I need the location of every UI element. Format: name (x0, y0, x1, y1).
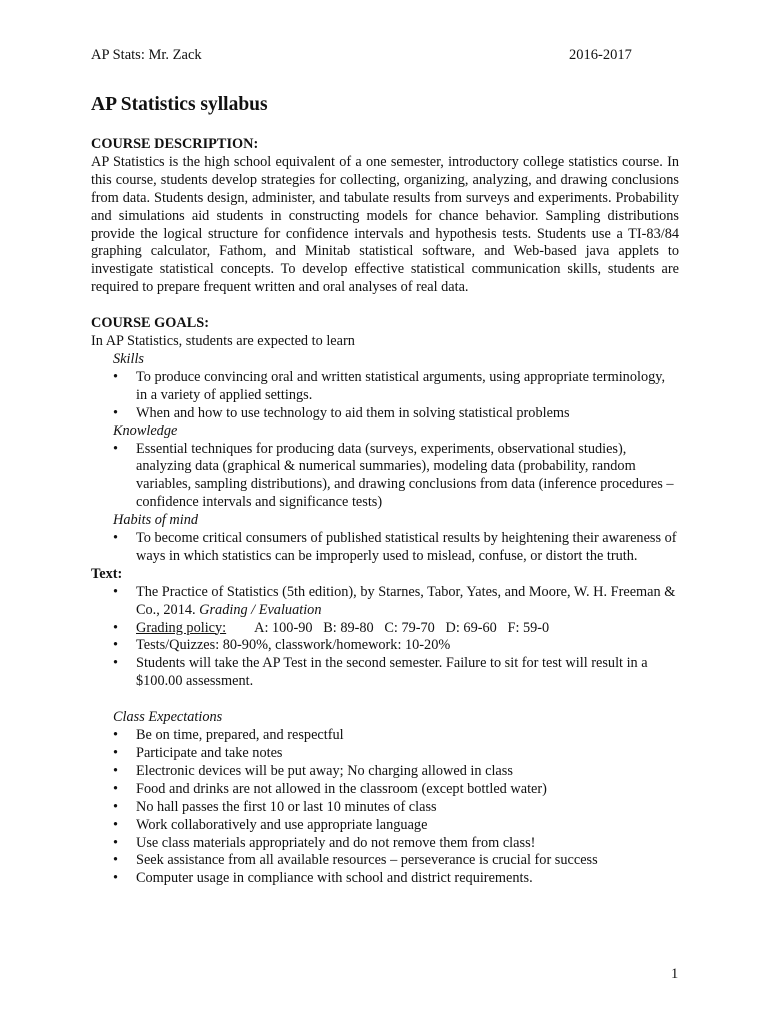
course-goals-heading: COURSE GOALS: (91, 315, 209, 332)
header-year: 2016-2017 (569, 47, 632, 63)
list-item (91, 620, 679, 638)
ap-test-policy: Students will take the AP Test in the second semester. Failure to sit for test will result in a $100.00 assessment. (136, 655, 648, 690)
bullet-icon: • (113, 870, 119, 887)
textbook-citation: The Practice of Statistics (5th edition), by Starnes, Tabor, Yates, and Moore, W. H. Freeman & Co., 2014. (136, 583, 676, 618)
bullet-icon: • (113, 852, 119, 869)
text-heading: Text: (91, 565, 123, 582)
page-title: AP Statistics syllabus (91, 94, 268, 115)
bullet-icon: • (113, 780, 119, 797)
knowledge-list (91, 441, 679, 513)
list-item: • To produce convincing oral and written statistical arguments, using appropriate terminology, in a variety of applied settings. (113, 368, 666, 403)
habits-list (91, 530, 679, 566)
grading-policy-label: Grading policy: (136, 619, 227, 636)
habits-label: Habits of mind (113, 512, 198, 529)
grade-weights: Tests/Quizzes: 80-90%, classwork/homework: 10-20% (136, 637, 451, 654)
list-item: • No hall passes the first 10 or last 10 minutes of class (113, 798, 437, 815)
list-item: • When and how to use technology to aid them in solving statistical problems (113, 404, 570, 421)
list-item (91, 655, 679, 691)
list-item: • Computer usage in compliance with school and district requirements. (113, 870, 533, 887)
page-number: 1 (671, 966, 679, 982)
bullet-icon: • (113, 834, 119, 851)
skills-list (91, 369, 679, 423)
bullet-icon: • (113, 798, 119, 815)
list-item: • Essential techniques for producing data (surveys, experiments, observational studies), analyzing data (graphical & numerical summaries), modeling data (probability, random variables, sampling distributions), and drawing conclusions from data (inference procedures – confidence intervals and significance tests) (113, 440, 674, 511)
list-item (91, 637, 679, 655)
bullet-icon: • (113, 637, 119, 654)
bullet-icon: • (113, 619, 119, 636)
course-description-heading: COURSE DESCRIPTION: (91, 136, 259, 152)
bullet-icon: • (113, 816, 119, 833)
header-course: AP Stats: Mr. Zack (91, 47, 202, 63)
syllabus-body (91, 136, 679, 888)
list-item: • Use class materials appropriately and do not remove them from class! (113, 834, 536, 851)
list-item: • Work collaboratively and use appropriate language (113, 816, 428, 833)
bullet-icon: • (113, 762, 119, 779)
course-goals-intro: In AP Statistics, students are expected to learn (91, 333, 355, 350)
class-expectations-list (91, 727, 679, 888)
list-item (91, 584, 679, 620)
list-item: • Be on time, prepared, and respectful (113, 727, 344, 744)
knowledge-label: Knowledge (113, 422, 178, 439)
bullet-icon: • (113, 404, 119, 421)
bullet-icon: • (113, 440, 119, 457)
list-item: • Food and drinks are not allowed in the classroom (except bottled water) (113, 780, 547, 797)
list-item: • To become critical consumers of published statistical results by heightening their awareness of ways in which statistics can be improperly used to mislead, confuse, or distort the truth. (113, 530, 677, 564)
bullet-icon: • (113, 727, 119, 744)
bullet-icon: • (113, 745, 119, 761)
class-expectations-label: Class Expectations (113, 709, 223, 726)
skills-label: Skills (113, 350, 144, 367)
list-item: • Electronic devices will be put away; No charging allowed in class (113, 762, 513, 779)
list-item: • Seek assistance from all available resources – perseverance is crucial for success (113, 852, 598, 869)
bullet-icon: • (113, 655, 119, 672)
bullet-icon: • (113, 530, 119, 547)
grading-evaluation-label: Grading / Evaluation (199, 601, 322, 618)
course-description-text: AP Statistics is the high school equivalent of a one semester, introductory college statistics course. In this course, students develop strategies for collecting, organizing, analyzing, and drawing conclusions from data. Students design, administer, and tabulate results from surveys and experiments. Probability and simulations aid students in constructing models for chance behavior. Sampling distributions provide the logical structure for confidence intervals and hypothesis tests. Students use a TI-83/84 graphing calculator, Fathom, and Minitab statistical software, and Web-based java applets to investigate statistical concepts. To develop effective statistical communication skills, students are required to prepare frequent written and oral analyses of real data. (91, 153, 679, 296)
bullet-icon: • (113, 368, 119, 385)
bullet-icon: • (113, 583, 119, 600)
list-item: • Participate and take notes (113, 745, 283, 761)
text-list (91, 584, 679, 691)
grading-scale: A: 100-90 B: 89-80 C: 79-70 D: 69-60 F: 59-0 (254, 619, 550, 636)
